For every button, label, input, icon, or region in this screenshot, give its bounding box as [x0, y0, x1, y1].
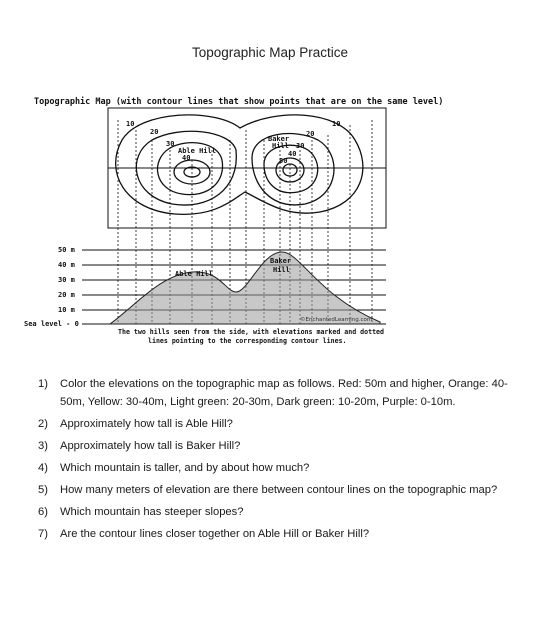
elev-label-50: 50 m — [58, 246, 75, 254]
profile-label-able-hill: Able Hill — [175, 270, 213, 278]
question-text: Color the elevations on the topographic map as follows. Red: 50m and higher, Orange: 40-50m, Yellow: 30-40m, Light green: 20-30m, Dark green: 10-20m, Purple: 0-10m. — [60, 378, 508, 408]
question-item — [38, 459, 508, 477]
question-number: 7) — [38, 528, 48, 540]
question-item — [38, 415, 508, 433]
figure-caption-line2: lines pointing to the corresponding contour lines. — [148, 337, 347, 345]
question-item — [38, 503, 508, 521]
question-text: Are the contour lines closer together on Able Hill or Baker Hill? — [60, 528, 370, 540]
map-label-40-right: 40 — [288, 150, 297, 158]
question-text: Which mountain has steeper slopes? — [60, 506, 244, 518]
question-number: 1) — [38, 378, 48, 390]
map-label-10-right: 10 — [332, 120, 341, 128]
question-item — [38, 437, 508, 455]
map-label-50: 50 — [279, 157, 288, 165]
map-label-40-left: 40 — [182, 154, 191, 162]
question-number: 4) — [38, 462, 48, 474]
question-text: Which mountain is taller, and by about how much? — [60, 462, 310, 474]
elev-label-30: 30 m — [58, 276, 75, 284]
elev-label-sea: Sea level - 0 — [24, 320, 79, 328]
question-text: Approximately how tall is Baker Hill? — [60, 440, 241, 452]
question-item — [38, 525, 508, 543]
question-list — [38, 375, 508, 547]
map-label-20-left: 20 — [150, 128, 159, 136]
question-number: 2) — [38, 418, 48, 430]
question-item — [38, 481, 508, 499]
figure-heading: Topographic Map (with contour lines that show points that are on the same level) — [34, 97, 444, 107]
watermark: ©EnchantedLearning.com — [300, 317, 373, 323]
question-text: Approximately how tall is Able Hill? — [60, 418, 233, 430]
question-number: 6) — [38, 506, 48, 518]
map-label-30-right: 30 — [296, 142, 305, 150]
profile-label-baker: Baker — [270, 257, 292, 265]
map-label-able-hill: Able Hill — [178, 147, 216, 155]
question-item — [38, 375, 508, 411]
map-label-baker: Baker — [268, 135, 290, 143]
elev-label-40: 40 m — [58, 261, 75, 269]
map-label-10-left: 10 — [126, 120, 135, 128]
page-title: Topographic Map Practice — [191, 45, 349, 60]
figure-caption-line1: The two hills seen from the side, with elevations marked and dotted — [118, 328, 384, 336]
map-label-30-left: 30 — [166, 140, 175, 148]
question-number: 5) — [38, 484, 48, 496]
map-label-20-right: 20 — [306, 130, 315, 138]
question-number: 3) — [38, 440, 48, 452]
hill-profile — [110, 252, 380, 324]
elev-label-20: 20 m — [58, 291, 75, 299]
elev-label-10: 10 m — [58, 306, 75, 314]
map-label-hill: Hill — [272, 142, 289, 150]
question-text: How many meters of elevation are there between contour lines on the topographic map? — [60, 484, 498, 496]
profile-label-hill: Hill — [273, 266, 290, 274]
